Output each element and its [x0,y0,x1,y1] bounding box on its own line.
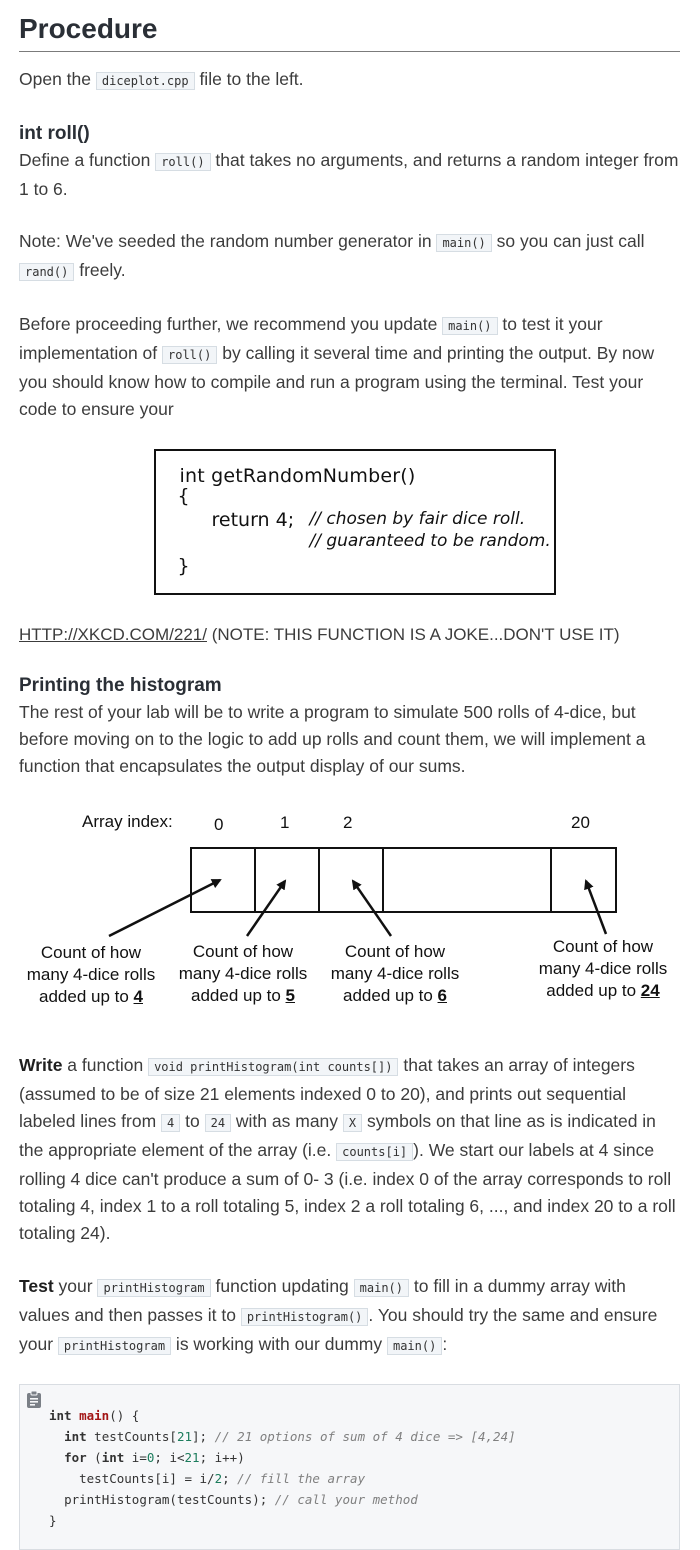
xkcd-link[interactable]: HTTP://XKCD.COM/221/ [19,625,207,644]
code-block [19,1384,680,1550]
comic-line: { [177,485,190,507]
inline-code-printhistogram-call: printHistogram() [241,1308,369,1326]
comic-line: int getRandomNumber() [179,465,416,487]
comic-line: } [177,555,190,577]
array-index-label: Array index: [82,812,173,831]
count-label-4: Count of how many 4-dice rolls added up to 4 [26,943,156,1006]
clipboard-icon[interactable] [26,1391,42,1414]
inline-code-number: 24 [205,1114,231,1132]
array-index-20: 20 [571,813,590,832]
histogram-heading: Printing the histogram [19,675,222,696]
comic-comment: // chosen by fair dice roll. [309,509,526,529]
page-title: Procedure [19,0,680,52]
arrow-index-20 [586,881,606,934]
test-function-text: Test your printHistogram function updating main() to fill in a dummy array with values and then passes it to printHistogram() . You should try the same and ensure your printHistogram is working with our dummy main() : [19,1276,658,1354]
inline-code-main: main() [354,1279,409,1297]
arrow-index-0 [109,880,220,936]
array-index-2: 2 [343,813,353,832]
inline-code-main: main() [442,317,497,335]
inline-code-roll: roll() [162,346,217,364]
define-roll-text: Define a function roll() that takes no arguments, and returns a random integer from 1 to 6. [19,150,679,199]
array-diagram [19,802,680,1012]
comic-caption: HTTP://XKCD.COM/221/ (NOTE: THIS FUNCTION IS A JOKE...DON'T USE IT) [19,625,620,644]
inline-code-symbol: X [343,1114,362,1132]
array-index-0: 0 [214,815,224,834]
inline-code-main: main() [387,1337,442,1355]
xkcd-comic-panel [154,449,556,595]
inline-code-printhistogram: printHistogram [58,1337,171,1355]
inline-code-filename: diceplot.cpp [96,72,195,90]
inline-code-signature: void printHistogram(int counts[]) [148,1058,398,1076]
inline-code-counts: counts[i] [336,1143,413,1161]
inline-code-main: main() [436,234,491,252]
inline-code-roll: roll() [155,153,210,171]
before-proceeding-text: Before proceeding further, we recommend you update main() to test it your implementation of roll() by calling it several time and printing the output. By now you should know how to compile and run a program using the terminal. Test your code to ensure your [19,314,655,419]
comic-line: return 4; [211,509,295,531]
count-label-24: Count of how many 4-dice rolls added up to 24 [538,937,668,1000]
comic-comment: // guaranteed to be random. [309,531,551,551]
array-index-1: 1 [280,813,290,832]
roll-heading: int roll() [19,123,90,144]
write-function-text: Write a function void printHistogram(int counts[]) that takes an array of integers (assumed to be of size 21 elements indexed 0 to 20), and prints out sequential labeled lines from 4 to 24 with as many X symbols on that line as is indicated in the appropriate element of the array (i.e. counts[i] ). We start our labels at 4 since rolling 4 dice can't produce a sum of 0- 3 (i.e. index 0 of the array corresponds to roll totaling 4, index 1 to a roll totaling 5, index 2 a roll totaling 6, ..., and index 20 to a roll totaling 24). [19,1055,676,1243]
code-listing: int main() { int testCounts[21]; // 21 options of sum of 4 dice => [4,24] for (int i=0; i<21; i++) testCounts[i] = i/2; // fill the array printHistogram(testCounts); // call your method } [49,1408,516,1528]
inline-code-number: 4 [161,1114,180,1132]
inline-code-printhistogram: printHistogram [97,1279,210,1297]
count-label-6: Count of how many 4-dice rolls added up to 6 [330,942,460,1005]
inline-code-rand: rand() [19,263,74,281]
note-text: Note: We've seeded the random number generator in main() so you can just call rand() freely. [19,231,645,280]
arrow-index-2 [353,881,391,936]
histogram-intro-text: The rest of your lab will be to write a program to simulate 500 rolls of 4-dice, but before moving on to the logic to add up rolls and count them, we will implement a function that encapsulates the output display of our sums. [19,702,646,776]
open-file-text: Open the diceplot.cpp file to the left. [19,69,304,89]
count-label-5: Count of how many 4-dice rolls added up to 5 [178,942,308,1005]
xkcd-comic-figure [19,449,680,595]
arrow-index-1 [247,881,285,936]
